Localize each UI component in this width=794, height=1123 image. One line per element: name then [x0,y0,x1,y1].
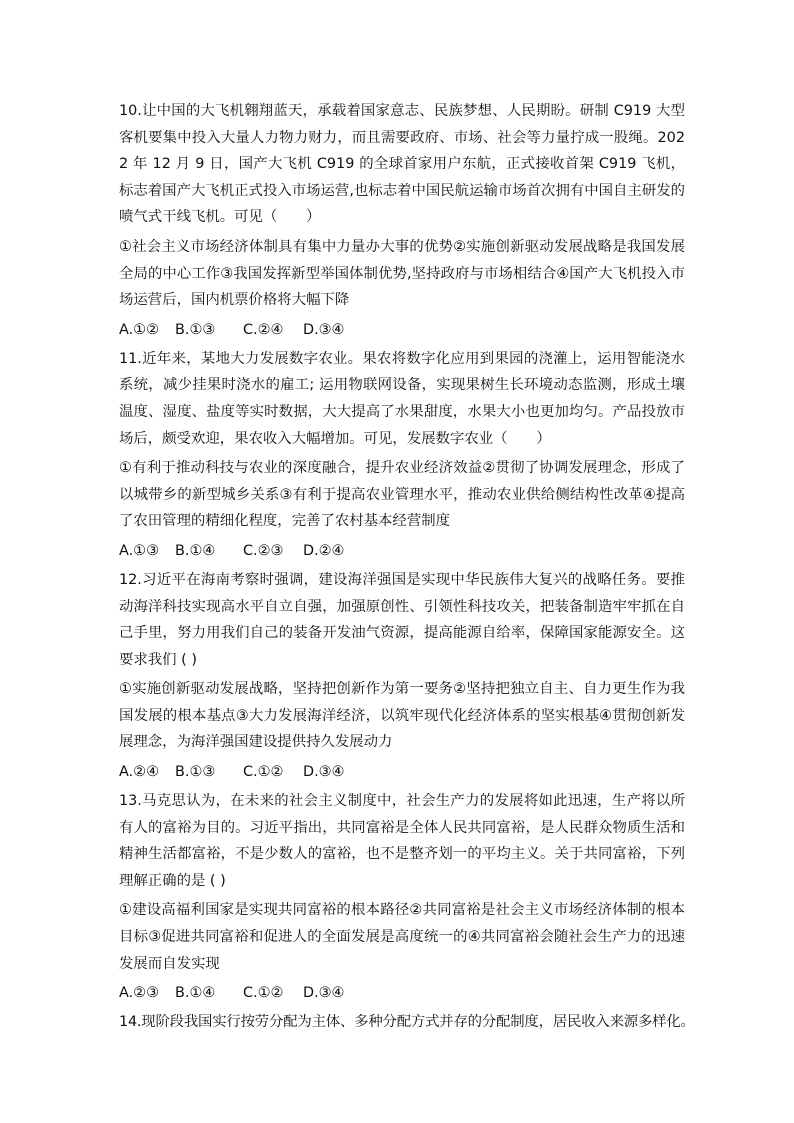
option-c: C.①② [243,764,284,781]
question-stem: 10.让中国的大飞机翱翔蓝天，承载着国家意志、民族梦想、人民期盼。研制 C919 大型客机要集中投入大量人力物力财力，而且需要政府、市场、社会等力量拧成一股绳。2022 年 12 月 9 日，国产大飞机 C919 的全球首家用户东航，正式接收首架 C919 飞机，标志着国产大飞机正式投入市场运营,也标志着中国民航运输市场首次拥有中国自主研发的喷气式干线飞机。可见（ ） [119,103,685,226]
option-a: A.①③ [119,542,159,559]
option-b: B.①③ [175,321,216,338]
option-b: B.①④ [175,542,216,559]
option-d: D.③④ [303,985,345,1002]
question-statements: ①实施创新驱动发展战略，坚持把创新作为第一要务②坚持把独立自主、自力更生作为我国发展的根本基点③大力发展海洋经济，以筑牢现代化经济体系的坚实根基④贯彻创新发展理念，为海洋强国建设提供持久发展动力 [119,681,685,751]
question-13 [119,788,685,1006]
question-10 [119,98,685,343]
exam-page [119,98,695,1036]
option-c: C.②④ [243,321,284,338]
question-stem: 11.近年来，某地大力发展数字农业。果农将数字化应用到果园的浇灌上，运用智能浇水系统，减少挂果时浇水的雇工; 运用物联网设备，实现果树生长环境动态监测，形成土壤温度、湿度、盐度等实时数据，大大提高了水果甜度，水果大小也更加均匀。产品投放市场后，颇受欢迎，果农收入大幅增加。可见，发展数字农业（ ） [119,350,685,447]
option-b: B.①④ [175,985,216,1002]
answer-options [119,538,685,564]
question-statements: ①建设高福利国家是实现共同富裕的根本路径②共同富裕是社会主义市场经济体制的根本目标③促进共同富裕和促进人的全面发展是高度统一的④共同富裕会随社会生产力的迅速发展而自发实现 [119,902,685,972]
answer-options [119,980,685,1006]
option-a: A.②④ [119,764,159,781]
answer-options [119,317,685,343]
question-stem: 12.习近平在海南考察时强调，建设海洋强国是实现中华民族伟大复兴的战略任务。要推动海洋科技实现高水平自立自强，加强原创性、引领性科技攻关，把装备制造牢牢抓在自己手里，努力用我们自己的装备开发油气资源，提高能源自给率，保障国家能源安全。这要求我们 ( ) [119,571,685,668]
option-a: A.①② [119,321,159,338]
option-b: B.①③ [175,764,216,781]
question-11 [119,346,685,564]
option-d: D.③④ [303,321,345,338]
answer-options [119,759,685,785]
question-statements: ①社会主义市场经济体制具有集中力量办大事的优势②实施创新驱动发展战略是我国发展全局的中心工作③我国发挥新型举国体制优势,坚持政府与市场相结合④国产大飞机投入市场运营后，国内机票价格将大幅下降 [119,238,685,309]
option-a: A.②③ [119,985,159,1002]
question-statements: ①有利于推动科技与农业的深度融合，提升农业经济效益②贯彻了协调发展理念，形成了以城带乡的新型城乡关系③有利于提高农业管理水平，推动农业供给侧结构性改革④提高了农田管理的精细化程度，完善了农村基本经营制度 [119,460,685,530]
question-stem: 13.马克思认为，在未来的社会主义制度中，社会生产力的发展将如此迅速，生产将以所有人的富裕为目的。习近平指出，共同富裕是全体人民共同富裕，是人民群众物质生活和精神生活都富裕，不是少数人的富裕，也不是整齐划一的平均主义。关于共同富裕，下列理解正确的是 ( ) [119,793,685,889]
option-c: C.①② [243,985,284,1002]
option-d: D.③④ [303,764,345,781]
option-d: D.②④ [303,542,345,559]
question-12 [119,567,685,785]
option-c: C.②③ [243,542,284,559]
question-14-stem: 14.现阶段我国实行按劳分配为主体、多种分配方式并存的分配制度，居民收入来源多样化。 [119,1014,695,1031]
